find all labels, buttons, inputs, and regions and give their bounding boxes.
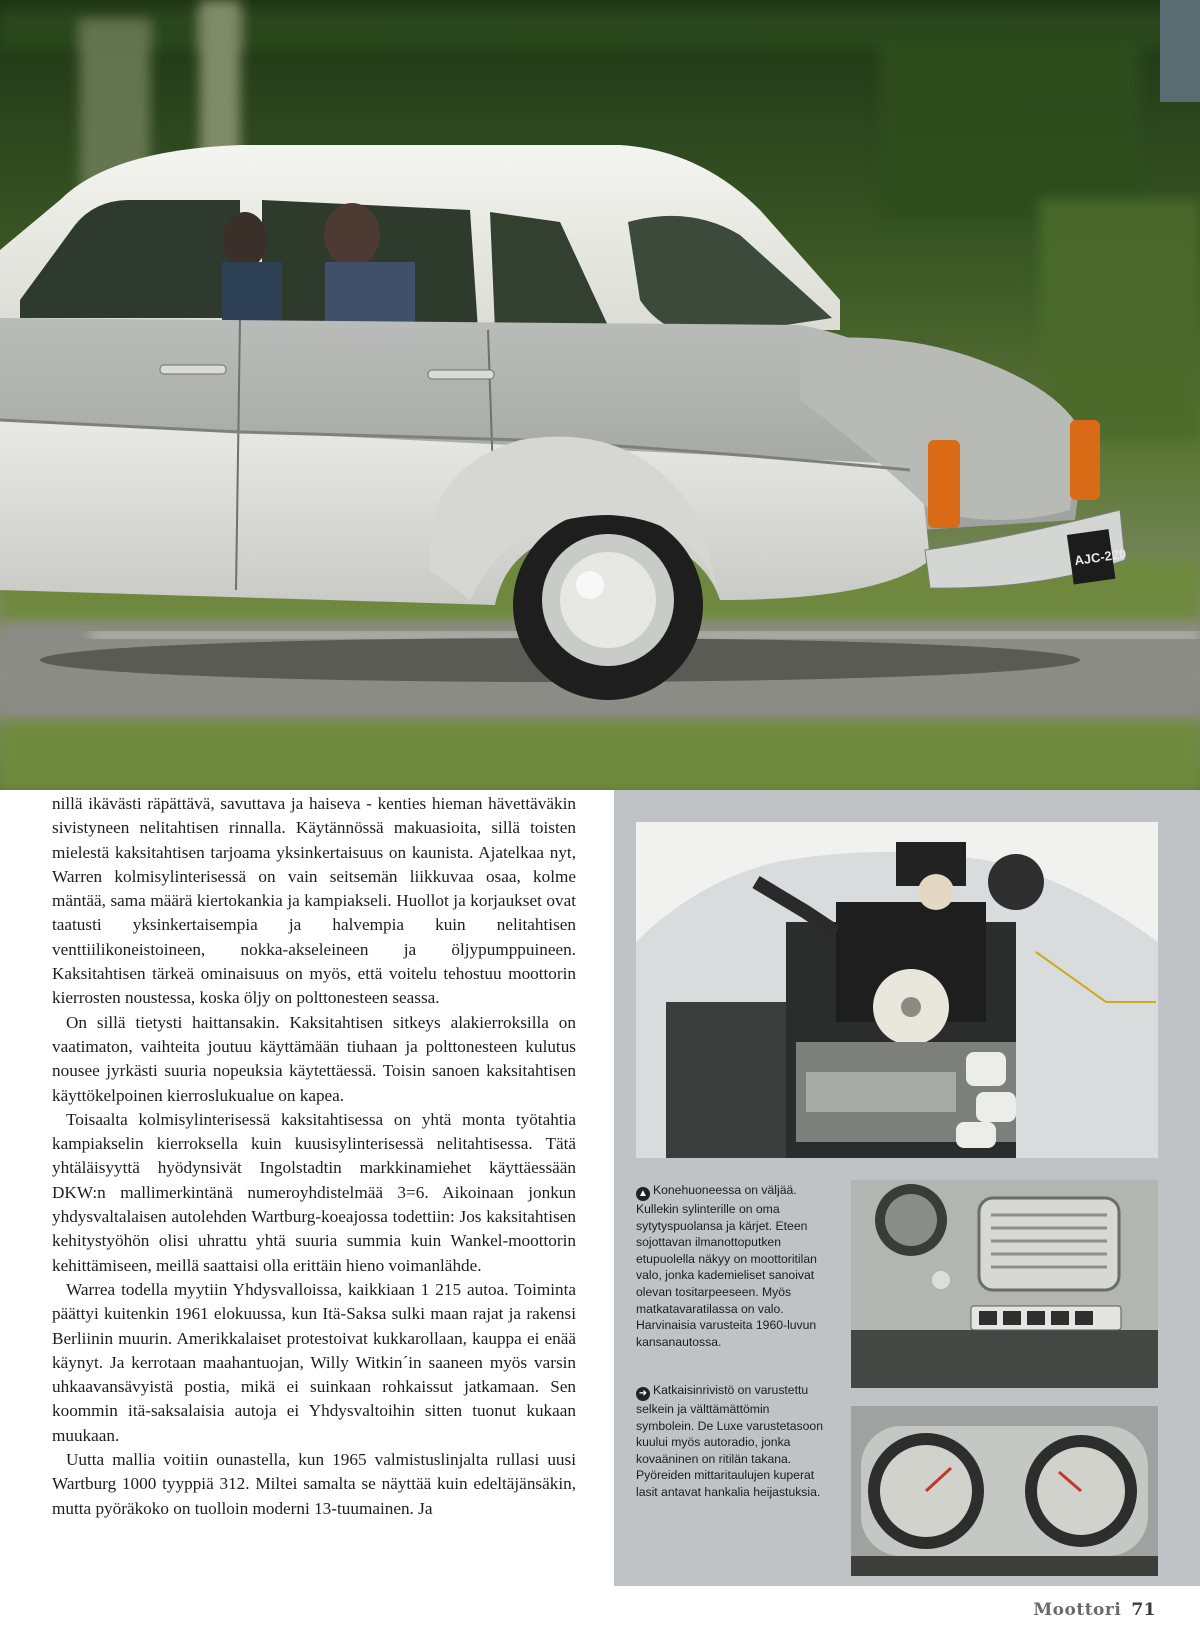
car-photo [0, 0, 1200, 790]
hero-photo [0, 0, 1200, 790]
page-corner-tab [1160, 0, 1200, 102]
article-paragraph: Uutta mallia voitiin ounastella, kun 1965 valmistuslinjalta rullasi uusi Wartburg 1000 tyyppiä 312. Miltei samalta se näyttää kuin edeltäjänsäkin, mutta pyöräkoko on tuolloin moderni 13-tuumainen. Ja [52, 1450, 576, 1518]
dashboard-switches-photo [851, 1180, 1158, 1388]
switches-caption-text: Katkaisinrivistö on varustettu selkein ja välttämättömin symbolein. De Luxe varustetasoon kuului myös autoradio, jonka kovaäninen on ritilän takana. Pyöreiden mittaritaulujen kuperat lasit antavat hankalia heijastuksia. [636, 1383, 823, 1499]
article-paragraph: nillä ikävästi räpättävä, savuttava ja haiseva - kenties hieman hävettäväkin sivistyneen nelitahtisen rinnalla. Käytännössä makuasioita, sillä toisten mielestä kaksitahtisen tarjoama yksinkertaisuus on kaunista. Ajatelkaa nyt, Warren kolmisylinterisessä on vain seitsemän liikkuvaa osaa, kolme mäntää, sama määrä kiertokankia ja kampiakseli. Huollot ja korjaukset ovat taatusti yksinkertaisempia ja halvempia kuin nelitahtisen venttiilikoneistoineen, nokka-akseleineen ja öljypumppuineen. Kaksitahtisen tärkeä ominaisuus on myös, että voitelu tehostuu moottorin kierrosten noustessa, koska öljy on polttonesteen seassa. [52, 794, 576, 1008]
article-body [52, 792, 576, 1521]
page-footer [1033, 1600, 1156, 1620]
article-paragraph: Toisaalta kolmisylinterisessä kaksitahtisessa on yhtä monta työtahtia kampiakselin kierroksella kuin kuusisylinterisessä nelitahtisessa. Tätä yhtäläisyyttä hyödynsivät Ingolstadtin markkinamiehet käyttäessään DKW:n mallimerkintänä numeroyhdistelmää 3=6. Aikoinaan jonkun yhdysvaltalaisen autolehden Wartburg-koeajossa todettiin: Jos kaksitahtisen kehitystyöhön olisi uhrattu yhtä suuria summia kuin Wankel-moottorin kehittämiseen, meillä saattaisi olla erittäin hieno voimanlähde. [52, 1109, 576, 1275]
gauges-photo [851, 1406, 1158, 1576]
magazine-name: Moottori [1033, 1600, 1122, 1620]
switches-caption [636, 1382, 826, 1501]
engine-caption [636, 1182, 826, 1350]
article-paragraph: Warrea todella myytiin Yhdysvalloissa, kaikkiaan 1 215 autoa. Toiminta päättyi kuitenkin 1961 elokuussa, kun Itä-Saksa sulki maan rajat ja rakensi Berliinin muurin. Amerikkalaiset protestoivat kukkarollaan, kauppa ei enää käynyt. Ja kerrotaan maahantuojan, Willy Witkin´in saaneen myös varsin uhkaavansävyistä postia, mikä ei suinkaan rohkaissut jatkamaan. Sen koommin itä-saksalaisia autoja ei Yhdysvaltoihin sitten tuonut kukaan muukaan. [52, 1279, 576, 1445]
article-paragraph: On sillä tietysti haittansakin. Kaksitahtisen sitkeys alakierroksilla on vaatimaton, vaihteita joutuu käyttämään tiuhaan ja polttonesteen kulutus nousee jyrkästi suuria nopeuksia käytettäessä. Toisin sanoen kaksitahtisen käyttökelpoinen kierroslukualue on kapea. [52, 1012, 576, 1105]
photo-sidebar [614, 790, 1200, 1586]
license-plate-text: AJC-220 [1073, 546, 1128, 569]
engine-caption-text: Konehuoneessa on väljää. Kullekin sylinterille on oma sytytyspuolansa ja kärjet. Eteen sojottavan ilmanottoputken etupuolella näkyy on moottoritilan valo, jonka kademieliset sanoivat olevan tositarpeeseen. Myös matkatavaratilassa on valo. Harvinaisia varusteita 1960-luvun kansanautossa. [636, 1183, 817, 1349]
engine-bay-photo [636, 822, 1158, 1158]
page-number: 71 [1131, 1600, 1156, 1620]
arrow-right-icon: ➜ [636, 1387, 650, 1401]
arrow-up-icon: ▲ [636, 1187, 650, 1201]
